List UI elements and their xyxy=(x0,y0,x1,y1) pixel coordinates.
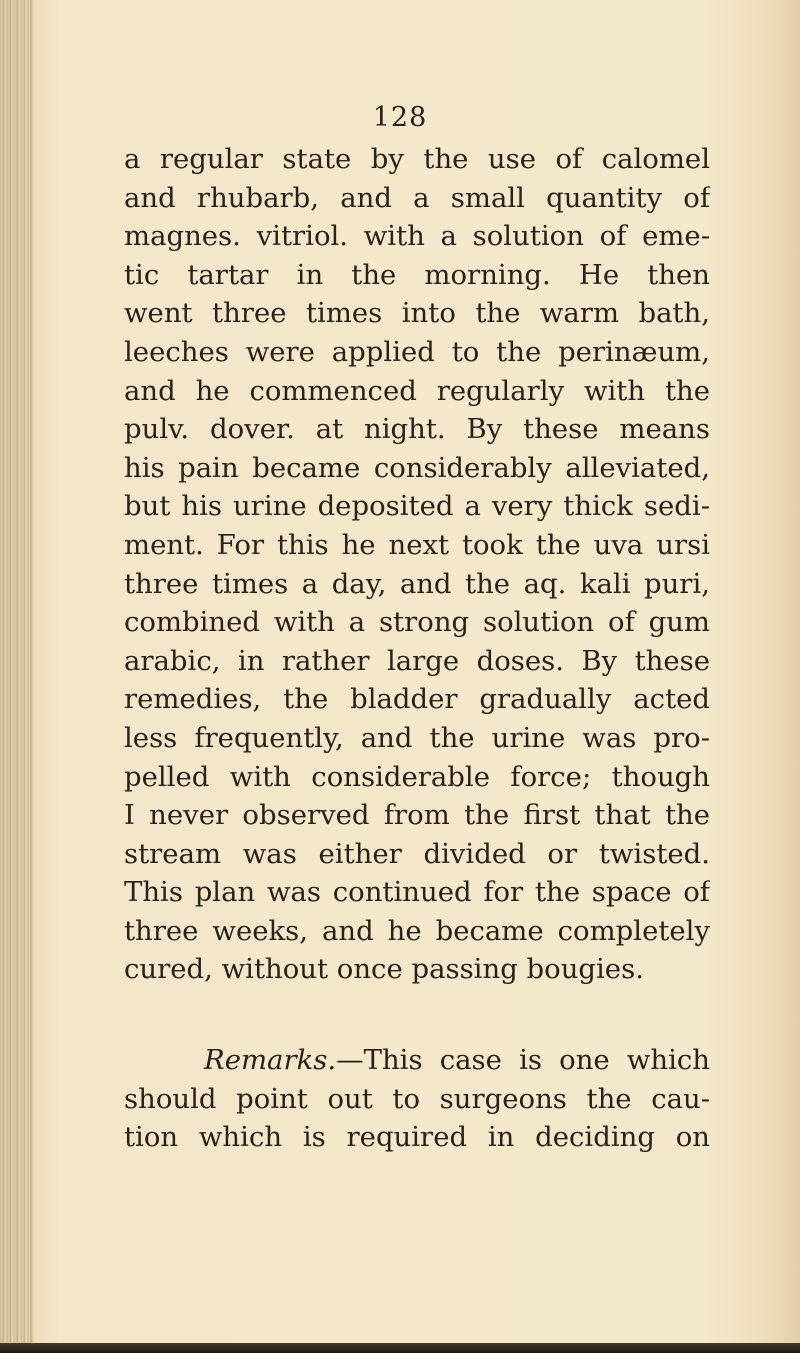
text-line: and he commenced regularly with the xyxy=(124,374,710,407)
text-line: three times a day, and the aq. kali puri, xyxy=(124,567,710,600)
text-line: went three times into the warm bath, xyxy=(124,297,710,330)
text-line: ment. For this he next took the uva ursi xyxy=(124,528,710,561)
text-line: three weeks, and he became completely xyxy=(124,914,710,947)
text-line: and rhubarb, and a small quantity of xyxy=(124,181,710,214)
text-line: stream was either divided or twisted. xyxy=(124,837,710,870)
page-bottom-edge xyxy=(0,1343,800,1353)
text-line: arabic, in rather large doses. By these xyxy=(124,644,710,677)
text-line: his pain became considerably alleviated, xyxy=(124,451,710,484)
text-line: cured, without once passing bougies. xyxy=(124,953,644,986)
remarks-label: Remarks. xyxy=(204,1044,337,1077)
text-line: I never observed from the first that the xyxy=(124,799,710,832)
text-line: remedies, the bladder gradually acted xyxy=(124,683,710,716)
remarks-first-line-text: —This case is one which xyxy=(336,1044,710,1077)
text-line: pulv. dover. at night. By these means xyxy=(124,413,710,446)
text-line: combined with a strong solution of gum xyxy=(124,606,710,639)
text-line: leeches were applied to the perinæum, xyxy=(124,335,710,368)
text-line: tic tartar in the morning. He then xyxy=(124,258,710,291)
page-binding-edge xyxy=(0,0,34,1353)
paragraph-remarks xyxy=(124,1041,710,1157)
text-line: should point out to surgeons the cau- xyxy=(124,1082,710,1115)
text-line: but his urine deposited a very thick sedi- xyxy=(124,490,710,523)
text-line: magnes. vitriol. with a solution of eme- xyxy=(124,220,710,253)
text-line: less frequently, and the urine was pro- xyxy=(124,721,710,754)
text-line: This plan was continued for the space of xyxy=(124,876,710,909)
page-number: 128 xyxy=(372,102,428,133)
body-text xyxy=(124,140,710,1157)
remarks-first-line xyxy=(124,1041,710,1080)
text-line: tion which is required in deciding on xyxy=(124,1121,710,1154)
text-line: pelled with considerable force; though xyxy=(124,760,710,793)
paragraph-case-history xyxy=(124,140,710,989)
text-line: a regular state by the use of calomel xyxy=(124,143,710,175)
